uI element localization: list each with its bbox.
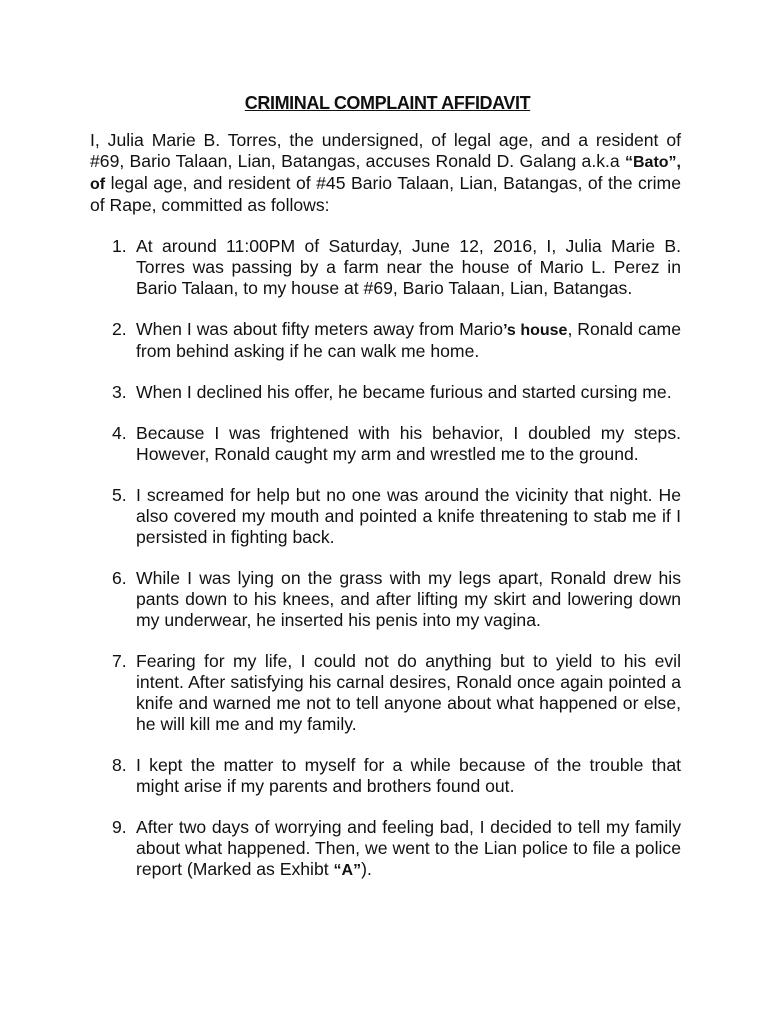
item-text-bold: ’s house [503,322,568,339]
item-text-pre: When I was about fifty meters away from Mario [136,319,504,339]
item-number: 2. [112,319,127,339]
item-text: At around 11:00PM of Saturday, June 12, 2016, I, Julia Marie B. Torres was passing by a farm near the house of Mario L. Perez in Bario Talaan, to my house at #69, Bario Talaan, Lian, Batangas. [136,236,681,298]
document-title: CRIMINAL COMPLAINT AFFIDAVIT [244,93,531,113]
allegation-item-6 [90,568,681,631]
intro-text-part2: legal age, and resident of #45 Bario Talaan, Lian, Batangas, of the crime of Rape, committed as follows: [90,173,681,215]
intro-paragraph [90,130,681,216]
item-number: 3. [112,382,127,402]
allegation-item-5 [90,485,681,548]
item-number: 6. [112,568,127,588]
item-number: 8. [112,755,127,775]
item-text-pre: After two days of worrying and feeling bad, I decided to tell my family about what happened. Then, we went to the Lian police to file a police report (Marked as Exhibt [136,817,681,879]
item-number: 9. [112,817,127,837]
item-text: Fearing for my life, I could not do anything but to yield to his evil intent. After satisfying his carnal desires, Ronald once again pointed a knife and warned me not to tell anyone about what happened or else, he will kill me and my family. [136,651,681,734]
item-number: 4. [112,423,127,443]
item-text: I kept the matter to myself for a while because of the trouble that might arise if my parents and brothers found out. [136,755,681,796]
item-text: I screamed for help but no one was around the vicinity that night. He also covered my mouth and pointed a knife threatening to stab me if I persisted in fighting back. [136,485,681,547]
item-text: When I declined his offer, he became furious and started cursing me. [136,382,672,402]
allegation-item-8 [90,755,681,797]
intro-alias: “Bato”, of [90,154,681,193]
allegation-item-7 [90,651,681,735]
allegation-item-2 [90,319,681,362]
item-text-post: ). [361,859,372,879]
item-text-bold: “A” [333,862,362,879]
item-text: While I was lying on the grass with my legs apart, Ronald drew his pants down to his knees, and after lifting my skirt and lowering down my underwear, he inserted his penis into my vagina. [136,568,681,630]
item-number: 7. [112,651,127,671]
allegation-item-1 [90,236,681,299]
allegation-item-9 [90,817,681,881]
intro-text-part1: I, Julia Marie B. Torres, the undersigned, of legal age, and a resident of #69, Bario Talaan, Lian, Batangas, accuses Ronald D. Galang a.k.a [90,130,681,171]
allegation-item-3 [90,382,681,403]
item-text: Because I was frightened with his behavior, I doubled my steps. However, Ronald caught my arm and wrestled me to the ground. [136,423,681,464]
allegation-item-4 [90,423,681,465]
item-number: 5. [112,485,127,505]
item-number: 1. [112,236,127,256]
allegation-list [90,236,681,881]
item-text-post: , Ronald came from behind asking if he can walk me home. [136,319,681,361]
